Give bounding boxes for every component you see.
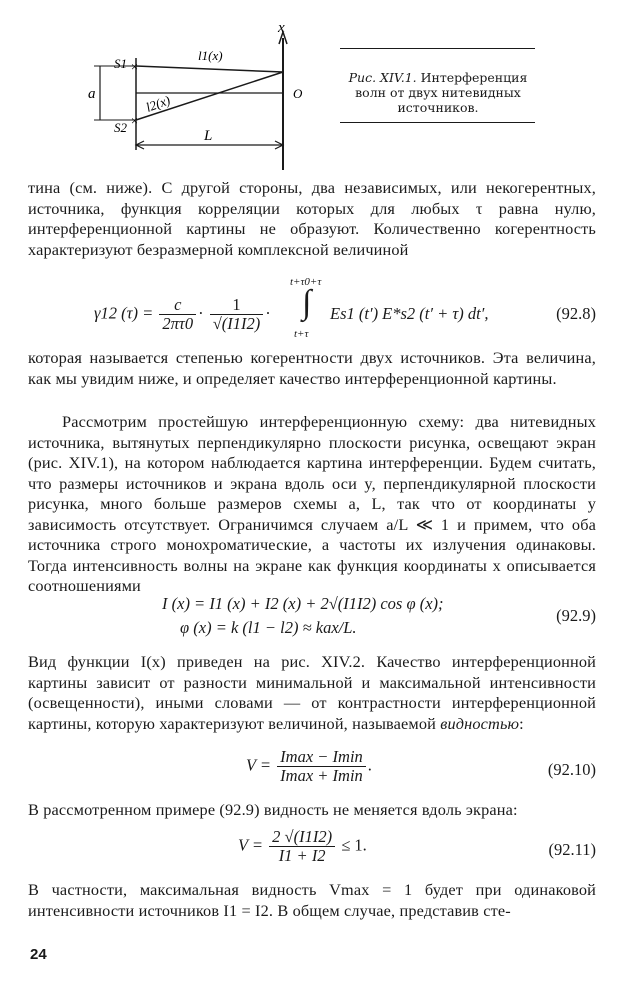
eq929-line1: I (x) = I1 (x) + I2 (x) + 2√(I1I2) cos φ (x);: [162, 594, 444, 613]
paragraph-text: В частности, максимальная видность Vmax = 1 будет при одинаковой интенсивности источников I1 = I2. В общем случае, представив сте-: [28, 880, 596, 920]
paragraph-1: [28, 178, 596, 260]
eq9211-frac: [269, 828, 335, 865]
eq9210-den: Imax + Imin: [280, 766, 363, 785]
s1-mark: ×: [130, 59, 139, 74]
p4-start: Вид функции I(x) приведен на рис. XIV.2. Качество интерференционной картины зависит от разности минимальной и максимальной интенсивности (освещенности), иными словами — от контрастности интерференционной картины, которую характеризуют величиной, называемой: [28, 652, 596, 733]
equation-92-8: γ12 (τ) = $\frac{c}{2\pi\tau 0}$ · $\frac{1}{√(I1I2)}$ · t+τ0+τ ∫ t+τ Es1 (t′) E*s2 (t′ + τ) dt′, (92.8): [94, 276, 596, 340]
caption-text: Интерференция волн от двух нитевидных источников.: [355, 70, 528, 115]
s2-mark: ×: [130, 113, 139, 128]
ray-l1: [136, 66, 283, 72]
equation-92-9: [28, 594, 596, 642]
equation-92-11: [28, 828, 596, 874]
caption-prefix: Рис. XIV.1.: [348, 70, 417, 85]
eq9210-frac: [277, 748, 366, 785]
paragraph-text: [28, 652, 596, 734]
eq9211-lhs: V =: [238, 835, 264, 855]
eq9210-end: .: [367, 755, 372, 775]
eq928-number: (92.8): [556, 304, 596, 323]
caption-rule-bottom: [340, 122, 535, 123]
figure-two-sources: [80, 20, 340, 180]
x-axis-label: x: [278, 20, 285, 36]
eq9211-rhs: ≤ 1.: [341, 835, 367, 855]
eq928-lower-limit: t+τ: [294, 328, 309, 340]
l2-label: l2(x): [143, 92, 173, 115]
paragraph-text: которая называется степенью когерентности двух источников. Эта величина, как мы увидим ниже, и определяет качество интерференционной картины.: [28, 348, 596, 388]
eq928-2pitau0: 2πτ0: [162, 314, 194, 333]
eq928-frac-c: [159, 296, 196, 333]
o-label: O: [293, 86, 303, 101]
paragraph-6: [28, 880, 596, 921]
s2-label: S2: [114, 120, 127, 135]
l1-label: l1(x): [198, 48, 223, 63]
eq928-one: 1: [210, 296, 264, 315]
paragraph-2: [28, 348, 596, 389]
equation-92-10: [28, 748, 596, 794]
integral-sign: ∫: [302, 284, 312, 321]
paragraph-5: [28, 800, 596, 821]
eq929-line2: φ (x) = k (l1 − l2) ≈ kax/L.: [180, 618, 357, 637]
paragraph-text: Рассмотрим простейшую интерференционную схему: два нитевидных источника, вытянутых перпендикулярно плоскости рисунка, освещают экран (рис. XIV.1), на котором наблюдается картина интерференции. Будем считать, что размеры источников и экрана вдоль оси y, перпендикулярной плоскости рисунка, много больше размеров схемы a, L, так что от координаты y зависимость отсутствует. Ограничимся случаем a/L ≪ 1 и примем, что оба источника строго монохроматические, а частоты их излучения одинаковы. Тогда интенсивность волны на экране как функция координаты x описывается соотношениями: [28, 412, 596, 595]
eq928-lhs: γ12 (τ) =: [94, 303, 154, 323]
p4-end: :: [519, 713, 524, 733]
page-number: 24: [30, 946, 47, 963]
a-label: a: [88, 86, 96, 102]
eq929-number: (92.9): [556, 606, 596, 625]
eq928-sqrt: √(I1I2): [212, 314, 261, 333]
paragraph-4: [28, 652, 596, 734]
paragraph-3: [28, 412, 596, 597]
caption-rule-top: [340, 48, 535, 49]
eq9210-num: Imax − Imin: [277, 748, 366, 767]
eq9210-lhs: V =: [246, 755, 272, 775]
eq9211-number: (92.11): [548, 840, 596, 859]
eq9210-number: (92.10): [547, 760, 596, 779]
s1-label: S1: [114, 56, 127, 71]
eq928-frac-sqrt: [210, 296, 264, 333]
eq928-c: c: [159, 296, 196, 315]
L-label: L: [204, 128, 213, 144]
eq928-integrand: Es1 (t′) E*s2 (t′ + τ) dt′,: [330, 304, 489, 323]
eq9211-den: I1 + I2: [278, 846, 326, 865]
paragraph-text: В рассмотренном примере (92.9) видность не меняется вдоль экрана:: [28, 800, 518, 819]
figure-caption: [338, 70, 538, 115]
paragraph-text: тина (см. ниже). С другой стороны, два независимых, или некогерентных, источника, функция корреляции которых для любых τ равна нулю, интерференционной картины не образуют. Количественно когерентность характеризуют безразмерной комплексной величиной: [28, 178, 596, 259]
eq928-upper-limit: t+τ0+τ: [290, 276, 322, 288]
p4-term: видностью: [440, 713, 520, 733]
eq9211-num: 2 √(I1I2): [269, 828, 335, 847]
